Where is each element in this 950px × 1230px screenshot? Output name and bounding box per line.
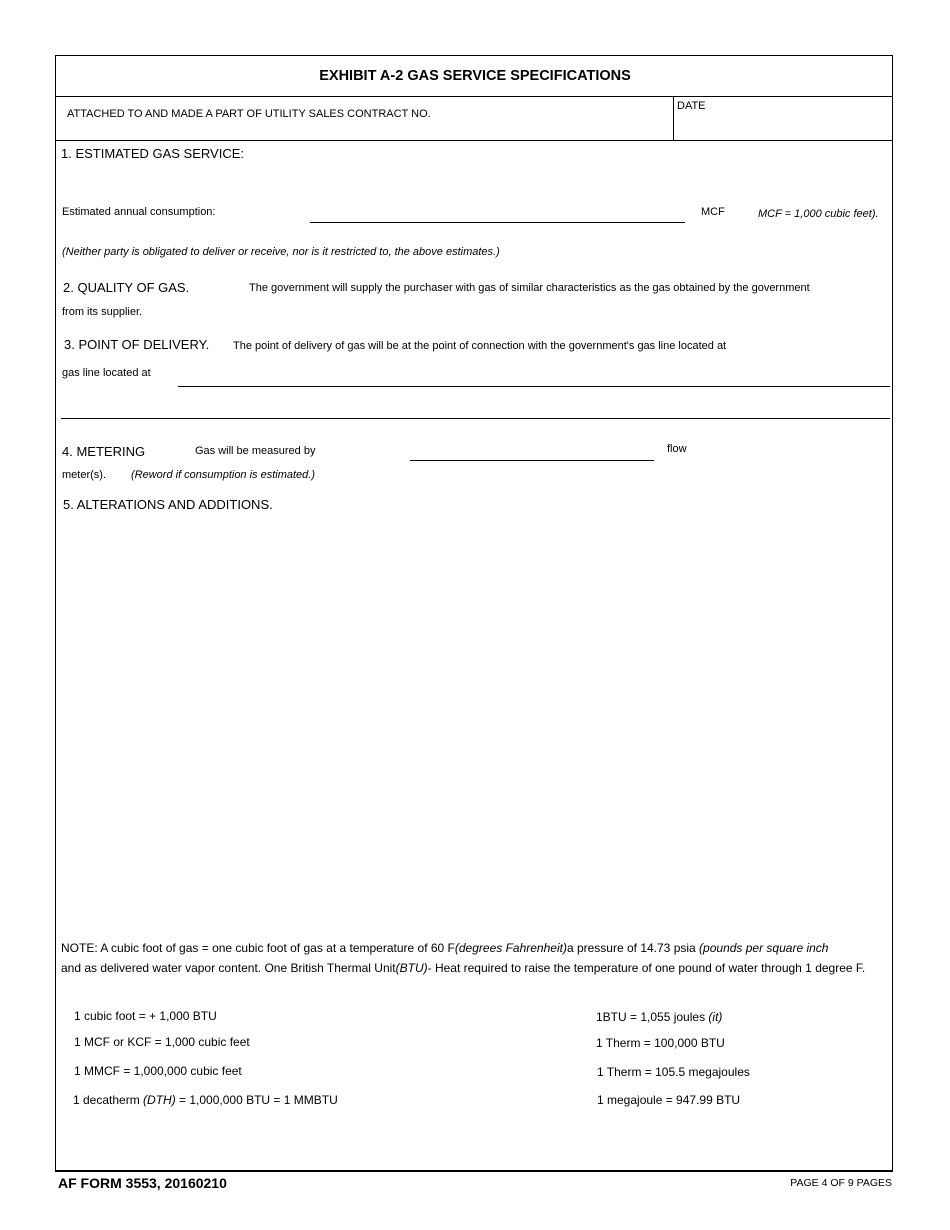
date-label: DATE	[677, 100, 706, 112]
measured-by-field[interactable]	[410, 444, 654, 461]
section-4-heading: 4. METERING	[62, 444, 146, 459]
header-divider	[55, 140, 893, 141]
note-line-2-part-b: (BTU)	[395, 961, 428, 975]
btu-joules-part-b: (it)	[708, 1010, 723, 1024]
conversion-therm-megajoules: 1 Therm = 105.5 megajoules	[597, 1065, 750, 1079]
conversion-btu-joules	[596, 1010, 722, 1024]
quality-text-line1: The government will supply the purchaser with gas of similar characteristics as the gas obtained by the government	[249, 282, 810, 294]
conversion-megajoule-btu: 1 megajoule = 947.99 BTU	[597, 1093, 741, 1107]
note-line-1-part-b: (degrees Fahrenheit)	[454, 941, 567, 955]
conversion-mcf: 1 MCF or KCF = 1,000 cubic feet	[74, 1035, 250, 1049]
note-line-2-part-a: and as delivered water vapor content. One British Thermal Unit	[61, 961, 396, 975]
note-line-2	[61, 961, 865, 975]
section-5-heading: 5. ALTERATIONS AND ADDITIONS.	[63, 497, 273, 512]
delivery-text-line1: The point of delivery of gas will be at the point of connection with the government's gas line located at	[233, 340, 727, 352]
meter-label: meter(s).	[62, 469, 106, 481]
form-identifier: AF FORM 3553, 20160210	[58, 1175, 227, 1191]
note-line-1-part-c: a pressure of 14.73 psia	[566, 941, 700, 955]
section-2-heading: 2. QUALITY OF GAS.	[63, 280, 190, 295]
decatherm-part-a: 1 decatherm	[73, 1093, 144, 1107]
location-label: gas line located at	[62, 367, 151, 379]
conversion-decatherm	[73, 1093, 338, 1107]
mcf-unit-note: MCF = 1,000 cubic feet).	[758, 208, 879, 220]
estimate-disclaimer: (Neither party is obligated to deliver or receive, nor is it restricted to, the above estimates.)	[62, 246, 500, 258]
title-divider	[55, 96, 893, 97]
note-line-1-part-d: (pounds per square inch	[699, 941, 829, 955]
decatherm-part-c: = 1,000,000 BTU = 1 MMBTU	[175, 1093, 338, 1107]
consumption-label: Estimated annual consumption:	[62, 206, 216, 218]
btu-joules-part-a: 1BTU = 1,055 joules	[596, 1010, 709, 1024]
reword-note: (Reword if consumption is estimated.)	[131, 469, 316, 481]
location-field-continued[interactable]	[61, 402, 890, 419]
mcf-unit-label: MCF	[701, 206, 725, 218]
note-line-2-part-c: - Heat required to raise the temperature of one pound of water through 1 degree F.	[427, 961, 866, 975]
consumption-field[interactable]	[310, 206, 685, 223]
date-field[interactable]	[676, 116, 888, 136]
location-field[interactable]	[178, 370, 890, 387]
contract-attached-label: ATTACHED TO AND MADE A PART OF UTILITY SALES CONTRACT NO.	[67, 108, 431, 120]
conversion-mmcf: 1 MMCF = 1,000,000 cubic feet	[74, 1064, 242, 1078]
conversion-therm-btu: 1 Therm = 100,000 BTU	[596, 1036, 725, 1050]
note-line-1-part-a: NOTE: A cubic foot of gas = one cubic foot of gas at a temperature of 60 F	[61, 941, 455, 955]
quality-text-line2: from its supplier.	[62, 306, 143, 318]
flow-label: flow	[667, 443, 687, 455]
alterations-text-area[interactable]	[61, 520, 890, 930]
page-title: EXHIBIT A-2 GAS SERVICE SPECIFICATIONS	[319, 68, 631, 84]
page-number: PAGE 4 OF 9 PAGES	[790, 1177, 892, 1189]
decatherm-part-b: (DTH)	[143, 1093, 176, 1107]
note-line-1	[61, 941, 828, 955]
conversion-cubic-foot: 1 cubic foot = + 1,000 BTU	[74, 1009, 217, 1023]
date-divider	[673, 96, 674, 140]
section-3-heading: 3. POINT OF DELIVERY.	[64, 337, 210, 352]
measured-by-label: Gas will be measured by	[195, 445, 316, 457]
section-1-heading: 1. ESTIMATED GAS SERVICE:	[61, 146, 245, 161]
